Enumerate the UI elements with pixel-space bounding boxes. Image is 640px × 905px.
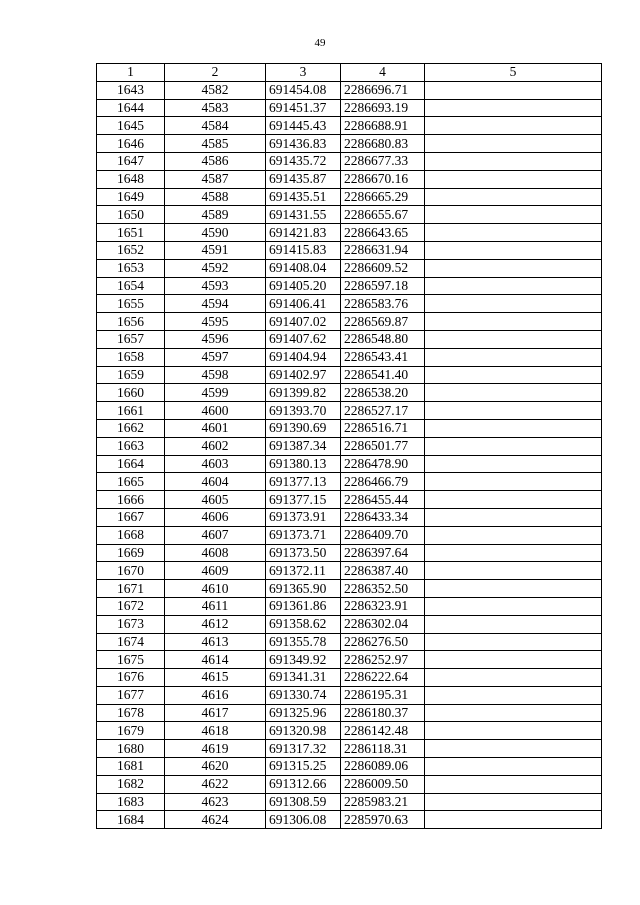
table-row <box>97 313 602 331</box>
x-coordinate-cell: 691372.11 <box>266 562 341 580</box>
x-coordinate-cell: 691404.94 <box>266 348 341 366</box>
point-number-cell: 1653 <box>97 259 165 277</box>
notes-cell <box>425 259 602 277</box>
x-coordinate-cell: 691435.72 <box>266 152 341 170</box>
point-number-cell: 1668 <box>97 526 165 544</box>
column-header: 4 <box>341 64 425 82</box>
notes-cell <box>425 651 602 669</box>
x-coordinate-cell: 691421.83 <box>266 224 341 242</box>
point-number-cell: 1656 <box>97 313 165 331</box>
x-coordinate-cell: 691407.02 <box>266 313 341 331</box>
notes-cell <box>425 206 602 224</box>
y-coordinate-cell: 2286195.31 <box>341 686 425 704</box>
y-coordinate-cell: 2286543.41 <box>341 348 425 366</box>
notes-cell <box>425 615 602 633</box>
point-id-cell: 4612 <box>165 615 266 633</box>
notes-cell <box>425 722 602 740</box>
point-id-cell: 4588 <box>165 188 266 206</box>
y-coordinate-cell: 2286688.91 <box>341 117 425 135</box>
notes-cell <box>425 544 602 562</box>
point-id-cell: 4608 <box>165 544 266 562</box>
notes-cell <box>425 402 602 420</box>
point-id-cell: 4623 <box>165 793 266 811</box>
point-number-cell: 1666 <box>97 491 165 509</box>
table-row <box>97 491 602 509</box>
point-number-cell: 1643 <box>97 81 165 99</box>
notes-cell <box>425 313 602 331</box>
table-row <box>97 793 602 811</box>
y-coordinate-cell: 2286501.77 <box>341 437 425 455</box>
point-number-cell: 1669 <box>97 544 165 562</box>
x-coordinate-cell: 691373.50 <box>266 544 341 562</box>
table-row <box>97 188 602 206</box>
notes-cell <box>425 793 602 811</box>
y-coordinate-cell: 2285983.21 <box>341 793 425 811</box>
y-coordinate-cell: 2286323.91 <box>341 597 425 615</box>
point-id-cell: 4591 <box>165 241 266 259</box>
point-number-cell: 1682 <box>97 775 165 793</box>
notes-cell <box>425 704 602 722</box>
coordinates-table <box>96 63 602 829</box>
table-row <box>97 437 602 455</box>
y-coordinate-cell: 2286670.16 <box>341 170 425 188</box>
point-number-cell: 1655 <box>97 295 165 313</box>
notes-cell <box>425 562 602 580</box>
x-coordinate-cell: 691387.34 <box>266 437 341 455</box>
point-id-cell: 4624 <box>165 811 266 829</box>
y-coordinate-cell: 2286142.48 <box>341 722 425 740</box>
column-header: 5 <box>425 64 602 82</box>
point-number-cell: 1684 <box>97 811 165 829</box>
table-row <box>97 259 602 277</box>
column-header: 2 <box>165 64 266 82</box>
point-number-cell: 1654 <box>97 277 165 295</box>
point-id-cell: 4595 <box>165 313 266 331</box>
y-coordinate-cell: 2286387.40 <box>341 562 425 580</box>
notes-cell <box>425 384 602 402</box>
notes-cell <box>425 348 602 366</box>
table-row <box>97 615 602 633</box>
table-row <box>97 81 602 99</box>
y-coordinate-cell: 2286180.37 <box>341 704 425 722</box>
notes-cell <box>425 686 602 704</box>
point-number-cell: 1675 <box>97 651 165 669</box>
x-coordinate-cell: 691306.08 <box>266 811 341 829</box>
x-coordinate-cell: 691435.51 <box>266 188 341 206</box>
notes-cell <box>425 152 602 170</box>
table-row <box>97 704 602 722</box>
point-number-cell: 1678 <box>97 704 165 722</box>
point-id-cell: 4585 <box>165 135 266 153</box>
table-row <box>97 330 602 348</box>
x-coordinate-cell: 691373.91 <box>266 508 341 526</box>
point-number-cell: 1659 <box>97 366 165 384</box>
notes-cell <box>425 188 602 206</box>
notes-cell <box>425 366 602 384</box>
notes-cell <box>425 811 602 829</box>
point-id-cell: 4594 <box>165 295 266 313</box>
y-coordinate-cell: 2286409.70 <box>341 526 425 544</box>
table-row <box>97 722 602 740</box>
point-id-cell: 4586 <box>165 152 266 170</box>
x-coordinate-cell: 691445.43 <box>266 117 341 135</box>
y-coordinate-cell: 2286276.50 <box>341 633 425 651</box>
table-row <box>97 170 602 188</box>
y-coordinate-cell: 2286352.50 <box>341 580 425 598</box>
y-coordinate-cell: 2286118.31 <box>341 740 425 758</box>
notes-cell <box>425 597 602 615</box>
notes-cell <box>425 775 602 793</box>
x-coordinate-cell: 691408.04 <box>266 259 341 277</box>
point-number-cell: 1649 <box>97 188 165 206</box>
y-coordinate-cell: 2286677.33 <box>341 152 425 170</box>
y-coordinate-cell: 2286597.18 <box>341 277 425 295</box>
x-coordinate-cell: 691415.83 <box>266 241 341 259</box>
table-row <box>97 597 602 615</box>
point-id-cell: 4610 <box>165 580 266 598</box>
point-number-cell: 1673 <box>97 615 165 633</box>
y-coordinate-cell: 2286548.80 <box>341 330 425 348</box>
x-coordinate-cell: 691454.08 <box>266 81 341 99</box>
point-number-cell: 1674 <box>97 633 165 651</box>
point-id-cell: 4601 <box>165 419 266 437</box>
x-coordinate-cell: 691320.98 <box>266 722 341 740</box>
point-id-cell: 4609 <box>165 562 266 580</box>
x-coordinate-cell: 691308.59 <box>266 793 341 811</box>
point-number-cell: 1683 <box>97 793 165 811</box>
x-coordinate-cell: 691341.31 <box>266 669 341 687</box>
x-coordinate-cell: 691436.83 <box>266 135 341 153</box>
y-coordinate-cell: 2286631.94 <box>341 241 425 259</box>
table-row <box>97 135 602 153</box>
point-id-cell: 4587 <box>165 170 266 188</box>
table-row <box>97 241 602 259</box>
table-row <box>97 686 602 704</box>
point-number-cell: 1660 <box>97 384 165 402</box>
x-coordinate-cell: 691406.41 <box>266 295 341 313</box>
table-row <box>97 580 602 598</box>
table-row <box>97 419 602 437</box>
notes-cell <box>425 491 602 509</box>
table-row <box>97 775 602 793</box>
point-number-cell: 1652 <box>97 241 165 259</box>
y-coordinate-cell: 2286478.90 <box>341 455 425 473</box>
x-coordinate-cell: 691315.25 <box>266 758 341 776</box>
point-number-cell: 1676 <box>97 669 165 687</box>
y-coordinate-cell: 2286516.71 <box>341 419 425 437</box>
y-coordinate-cell: 2286252.97 <box>341 651 425 669</box>
table-body <box>97 81 602 828</box>
point-number-cell: 1665 <box>97 473 165 491</box>
y-coordinate-cell: 2286222.64 <box>341 669 425 687</box>
y-coordinate-cell: 2286527.17 <box>341 402 425 420</box>
point-id-cell: 4619 <box>165 740 266 758</box>
notes-cell <box>425 99 602 117</box>
y-coordinate-cell: 2286455.44 <box>341 491 425 509</box>
table-header-row <box>97 64 602 82</box>
notes-cell <box>425 455 602 473</box>
x-coordinate-cell: 691405.20 <box>266 277 341 295</box>
x-coordinate-cell: 691435.87 <box>266 170 341 188</box>
y-coordinate-cell: 2286609.52 <box>341 259 425 277</box>
y-coordinate-cell: 2286397.64 <box>341 544 425 562</box>
table-row <box>97 758 602 776</box>
x-coordinate-cell: 691365.90 <box>266 580 341 598</box>
point-number-cell: 1681 <box>97 758 165 776</box>
y-coordinate-cell: 2286089.06 <box>341 758 425 776</box>
column-header: 1 <box>97 64 165 82</box>
point-number-cell: 1645 <box>97 117 165 135</box>
point-id-cell: 4583 <box>165 99 266 117</box>
point-number-cell: 1667 <box>97 508 165 526</box>
notes-cell <box>425 117 602 135</box>
notes-cell <box>425 526 602 544</box>
point-id-cell: 4622 <box>165 775 266 793</box>
x-coordinate-cell: 691407.62 <box>266 330 341 348</box>
y-coordinate-cell: 2286538.20 <box>341 384 425 402</box>
x-coordinate-cell: 691393.70 <box>266 402 341 420</box>
point-id-cell: 4590 <box>165 224 266 242</box>
point-number-cell: 1664 <box>97 455 165 473</box>
table-row <box>97 669 602 687</box>
notes-cell <box>425 241 602 259</box>
notes-cell <box>425 633 602 651</box>
table-row <box>97 455 602 473</box>
x-coordinate-cell: 691399.82 <box>266 384 341 402</box>
point-number-cell: 1647 <box>97 152 165 170</box>
table-row <box>97 544 602 562</box>
y-coordinate-cell: 2286466.79 <box>341 473 425 491</box>
y-coordinate-cell: 2286009.50 <box>341 775 425 793</box>
page-number: 49 <box>314 37 326 49</box>
point-id-cell: 4615 <box>165 669 266 687</box>
x-coordinate-cell: 691355.78 <box>266 633 341 651</box>
notes-cell <box>425 758 602 776</box>
point-number-cell: 1677 <box>97 686 165 704</box>
point-id-cell: 4607 <box>165 526 266 544</box>
point-id-cell: 4617 <box>165 704 266 722</box>
point-number-cell: 1657 <box>97 330 165 348</box>
x-coordinate-cell: 691325.96 <box>266 704 341 722</box>
y-coordinate-cell: 2286583.76 <box>341 295 425 313</box>
x-coordinate-cell: 691377.15 <box>266 491 341 509</box>
y-coordinate-cell: 2286569.87 <box>341 313 425 331</box>
table-row <box>97 740 602 758</box>
notes-cell <box>425 330 602 348</box>
x-coordinate-cell: 691312.66 <box>266 775 341 793</box>
table-row <box>97 633 602 651</box>
point-number-cell: 1671 <box>97 580 165 598</box>
x-coordinate-cell: 691390.69 <box>266 419 341 437</box>
point-id-cell: 4593 <box>165 277 266 295</box>
y-coordinate-cell: 2286696.71 <box>341 81 425 99</box>
y-coordinate-cell: 2286665.29 <box>341 188 425 206</box>
x-coordinate-cell: 691358.62 <box>266 615 341 633</box>
x-coordinate-cell: 691431.55 <box>266 206 341 224</box>
x-coordinate-cell: 691377.13 <box>266 473 341 491</box>
point-id-cell: 4616 <box>165 686 266 704</box>
x-coordinate-cell: 691317.32 <box>266 740 341 758</box>
point-number-cell: 1650 <box>97 206 165 224</box>
point-number-cell: 1662 <box>97 419 165 437</box>
point-id-cell: 4582 <box>165 81 266 99</box>
point-id-cell: 4606 <box>165 508 266 526</box>
y-coordinate-cell: 2285970.63 <box>341 811 425 829</box>
y-coordinate-cell: 2286643.65 <box>341 224 425 242</box>
point-number-cell: 1670 <box>97 562 165 580</box>
notes-cell <box>425 81 602 99</box>
point-id-cell: 4584 <box>165 117 266 135</box>
y-coordinate-cell: 2286541.40 <box>341 366 425 384</box>
column-header: 3 <box>266 64 341 82</box>
point-number-cell: 1661 <box>97 402 165 420</box>
point-number-cell: 1646 <box>97 135 165 153</box>
point-id-cell: 4605 <box>165 491 266 509</box>
point-id-cell: 4613 <box>165 633 266 651</box>
table-row <box>97 508 602 526</box>
y-coordinate-cell: 2286655.67 <box>341 206 425 224</box>
x-coordinate-cell: 691380.13 <box>266 455 341 473</box>
table-row <box>97 224 602 242</box>
x-coordinate-cell: 691402.97 <box>266 366 341 384</box>
x-coordinate-cell: 691349.92 <box>266 651 341 669</box>
notes-cell <box>425 224 602 242</box>
notes-cell <box>425 740 602 758</box>
notes-cell <box>425 473 602 491</box>
point-number-cell: 1680 <box>97 740 165 758</box>
notes-cell <box>425 669 602 687</box>
point-number-cell: 1679 <box>97 722 165 740</box>
y-coordinate-cell: 2286693.19 <box>341 99 425 117</box>
point-id-cell: 4589 <box>165 206 266 224</box>
y-coordinate-cell: 2286680.83 <box>341 135 425 153</box>
x-coordinate-cell: 691361.86 <box>266 597 341 615</box>
point-id-cell: 4597 <box>165 348 266 366</box>
point-id-cell: 4592 <box>165 259 266 277</box>
table-row <box>97 295 602 313</box>
point-number-cell: 1651 <box>97 224 165 242</box>
notes-cell <box>425 508 602 526</box>
point-number-cell: 1644 <box>97 99 165 117</box>
point-id-cell: 4611 <box>165 597 266 615</box>
table-row <box>97 811 602 829</box>
point-id-cell: 4620 <box>165 758 266 776</box>
y-coordinate-cell: 2286302.04 <box>341 615 425 633</box>
table-row <box>97 117 602 135</box>
notes-cell <box>425 437 602 455</box>
table-row <box>97 366 602 384</box>
point-id-cell: 4604 <box>165 473 266 491</box>
point-id-cell: 4600 <box>165 402 266 420</box>
point-id-cell: 4603 <box>165 455 266 473</box>
notes-cell <box>425 295 602 313</box>
point-id-cell: 4614 <box>165 651 266 669</box>
table-row <box>97 402 602 420</box>
point-number-cell: 1658 <box>97 348 165 366</box>
table-row <box>97 473 602 491</box>
table-row <box>97 152 602 170</box>
table-row <box>97 651 602 669</box>
point-number-cell: 1648 <box>97 170 165 188</box>
x-coordinate-cell: 691373.71 <box>266 526 341 544</box>
table-row <box>97 348 602 366</box>
table-row <box>97 526 602 544</box>
table-row <box>97 562 602 580</box>
point-id-cell: 4598 <box>165 366 266 384</box>
notes-cell <box>425 170 602 188</box>
point-id-cell: 4602 <box>165 437 266 455</box>
x-coordinate-cell: 691330.74 <box>266 686 341 704</box>
point-id-cell: 4599 <box>165 384 266 402</box>
notes-cell <box>425 580 602 598</box>
point-id-cell: 4596 <box>165 330 266 348</box>
table-row <box>97 99 602 117</box>
notes-cell <box>425 419 602 437</box>
table-row <box>97 384 602 402</box>
point-number-cell: 1672 <box>97 597 165 615</box>
point-id-cell: 4618 <box>165 722 266 740</box>
notes-cell <box>425 135 602 153</box>
x-coordinate-cell: 691451.37 <box>266 99 341 117</box>
point-number-cell: 1663 <box>97 437 165 455</box>
notes-cell <box>425 277 602 295</box>
table-row <box>97 277 602 295</box>
y-coordinate-cell: 2286433.34 <box>341 508 425 526</box>
table-row <box>97 206 602 224</box>
